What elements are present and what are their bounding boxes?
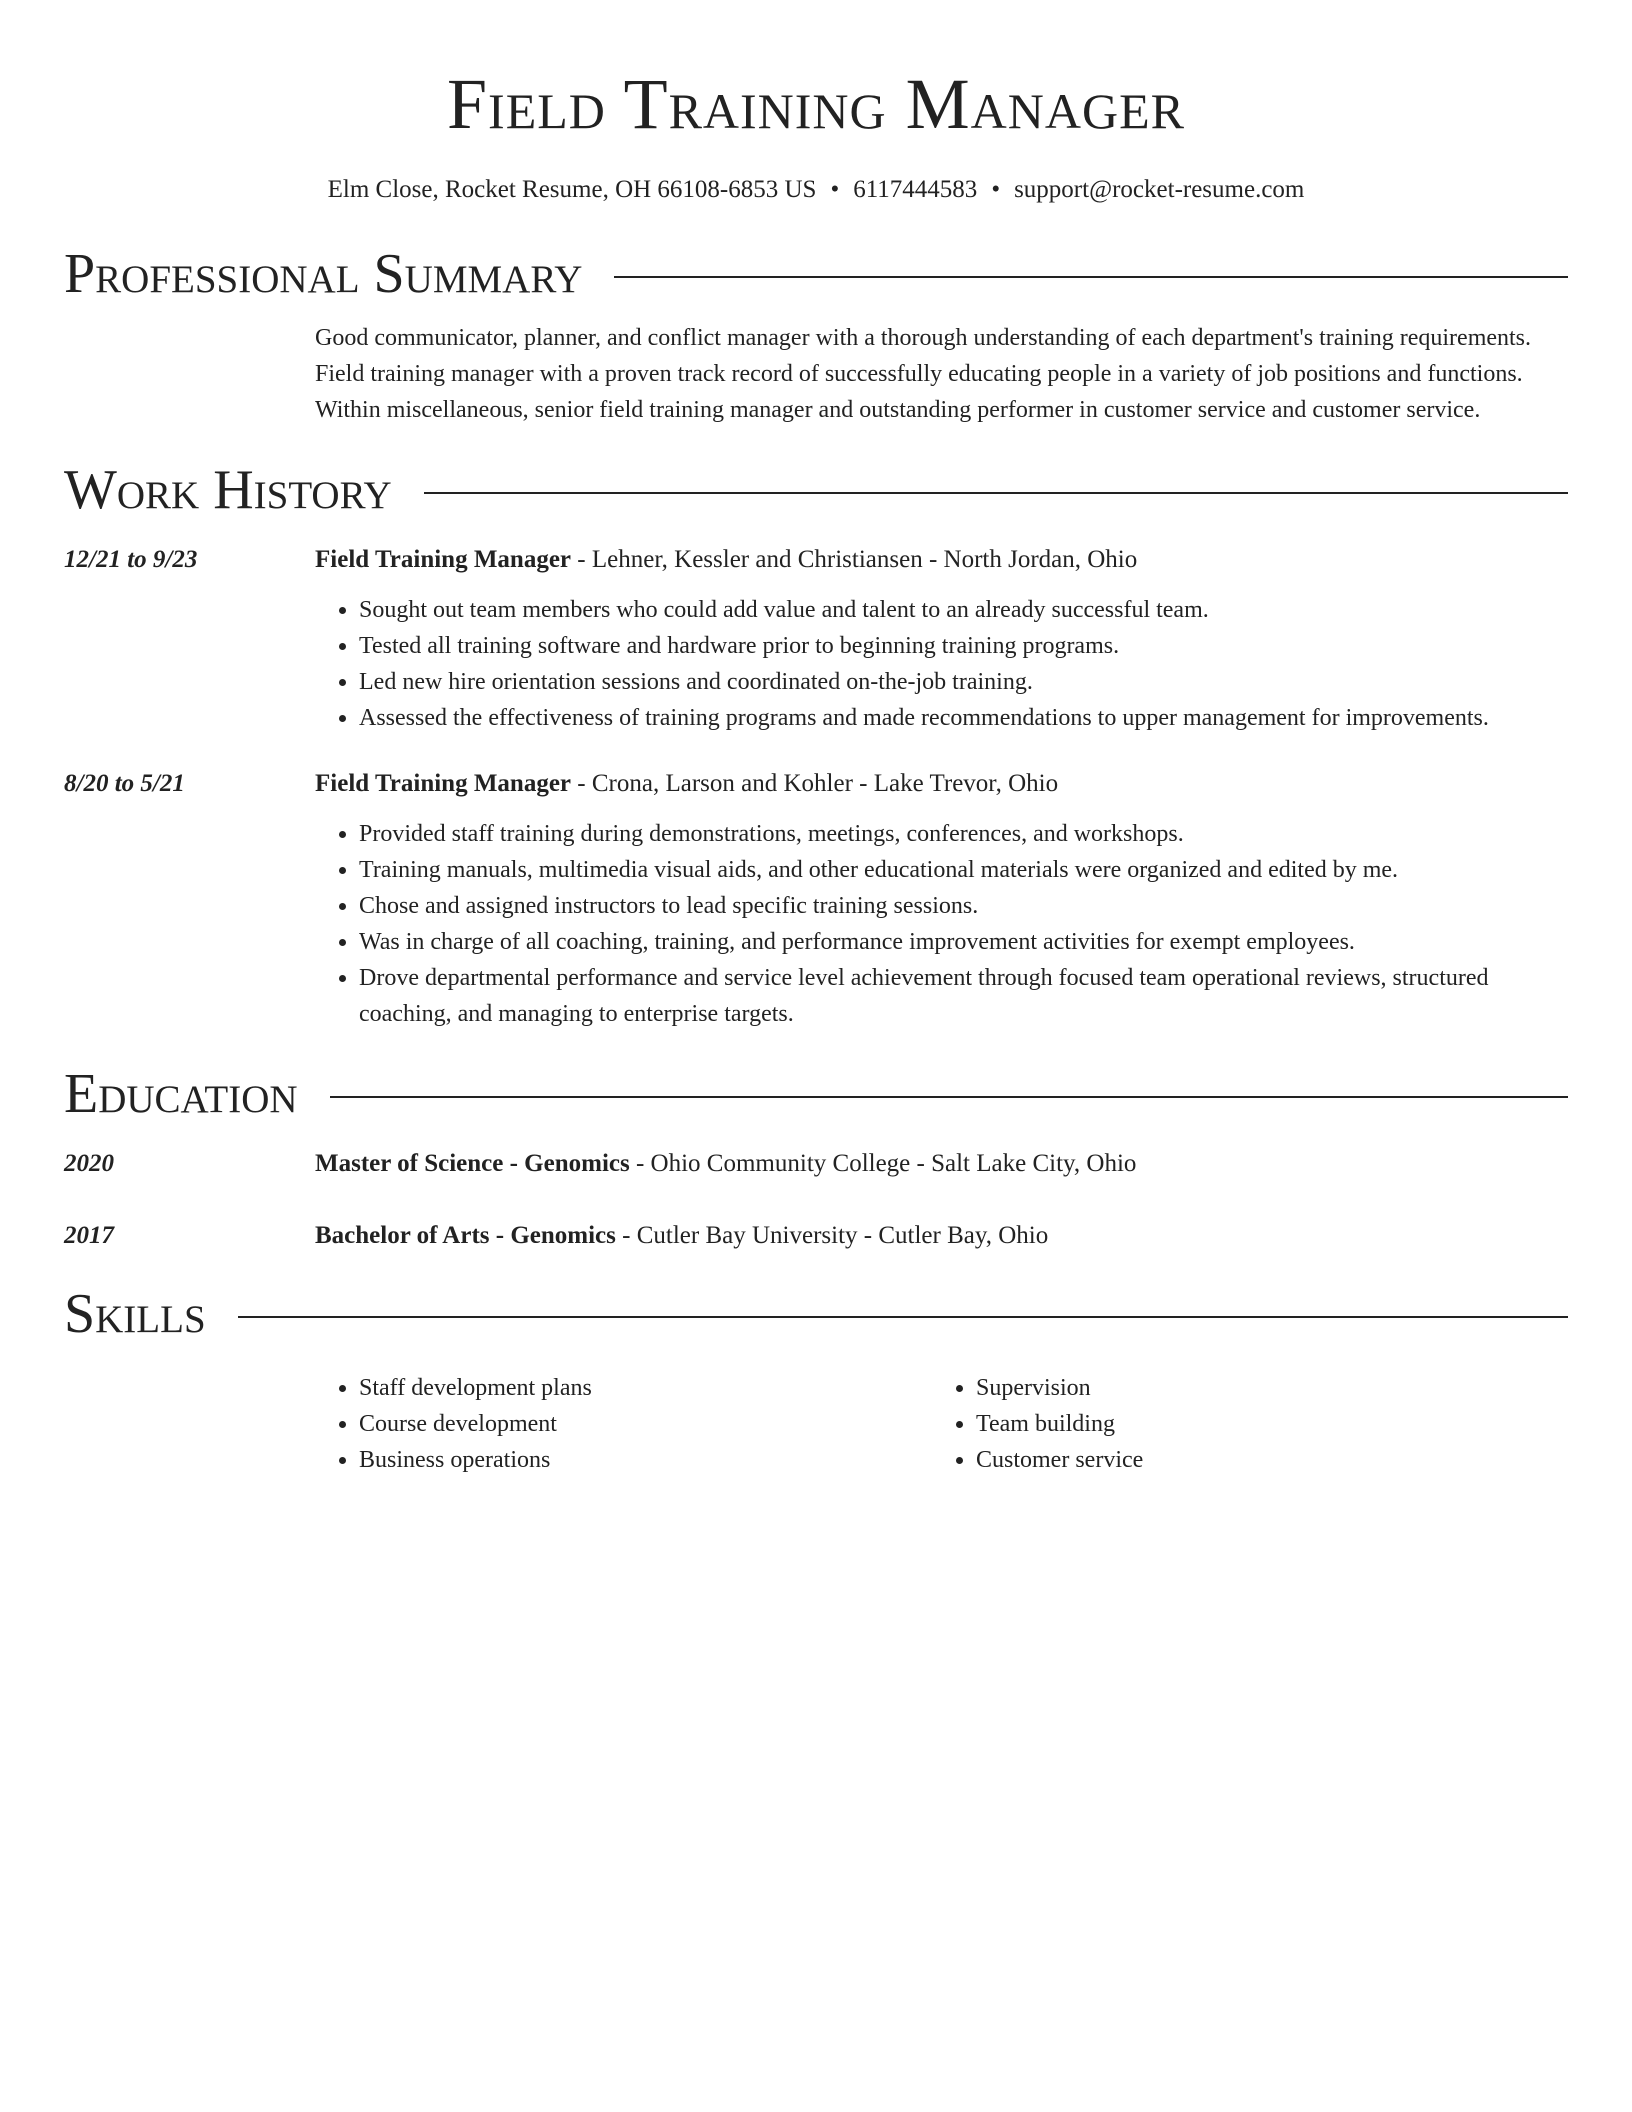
job-bullet: • Provided staff training during demonstrations, meetings, conferences, and workshops. <box>359 816 1568 852</box>
skills-heading: Skills <box>64 1283 206 1345</box>
job-bullet: • Chose and assigned instructors to lead specific training sessions. <box>359 888 1568 924</box>
education-entry <box>64 1148 1568 1180</box>
job-bullet: • Was in charge of all coaching, training, and performance improvement activities for exempt employees. <box>359 924 1568 960</box>
job-title-line <box>315 768 1568 800</box>
job-dates: 8/20 to 5/21 <box>64 770 185 797</box>
section-divider <box>330 1096 1568 1098</box>
job-bullet: • Assessed the effectiveness of training programs and made recommendations to upper management for improvements. <box>359 700 1568 736</box>
job-bullets <box>315 816 1568 1032</box>
contact-phone: 6117444583 <box>853 176 978 203</box>
contact-email: support@rocket-resume.com <box>1014 176 1305 203</box>
skill-item: • Supervision <box>976 1370 1549 1406</box>
section-divider <box>614 276 1568 278</box>
skill-item: • Business operations <box>359 1442 932 1478</box>
education-year: 2020 <box>64 1150 114 1177</box>
skills-row <box>64 1370 1568 1478</box>
work-heading: Work History <box>64 459 392 521</box>
skills-spacer <box>64 1370 315 1478</box>
job-bullet: • Training manuals, multimedia visual aids, and other educational materials were organized and edited by me. <box>359 852 1568 888</box>
education-school: - Ohio Community College - Salt Lake City, Ohio <box>629 1150 1137 1177</box>
job-bullet: • Sought out team members who could add value and talent to an already successful team. <box>359 592 1568 628</box>
summary-spacer <box>64 320 315 428</box>
summary-section-header <box>64 242 1568 306</box>
skill-item: • Customer service <box>976 1442 1549 1478</box>
skill-item: • Team building <box>976 1406 1549 1442</box>
skill-item: • Course development <box>359 1406 932 1442</box>
job-title-line <box>315 544 1568 576</box>
job-dates: 12/21 to 9/23 <box>64 546 198 573</box>
education-entry <box>64 1220 1568 1252</box>
education-content <box>315 1148 1568 1180</box>
contact-separator: • <box>830 176 840 203</box>
contact-line <box>64 174 1568 206</box>
candidate-name: Field Training Manager <box>447 64 1185 144</box>
job-bullet: • Tested all training software and hardware prior to beginning training programs. <box>359 628 1568 664</box>
job-employer: - Lehner, Kessler and Christiansen - North Jordan, Ohio <box>571 546 1138 573</box>
job-entry <box>64 544 1568 736</box>
resume-page <box>64 0 1568 1478</box>
skills-section-header <box>64 1282 1568 1346</box>
education-degree: Master of Science - Genomics <box>315 1150 630 1177</box>
contact-address: Elm Close, Rocket Resume, OH 66108-6853 US <box>327 176 817 203</box>
section-divider <box>424 492 1568 494</box>
job-title: Field Training Manager <box>315 546 572 573</box>
education-degree: Bachelor of Arts - Genomics <box>315 1222 616 1249</box>
job-bullet: • Drove departmental performance and service level achievement through focused team operational reviews, structured coaching, and managing to enterprise targets. <box>359 960 1568 1032</box>
job-content <box>315 768 1568 1032</box>
section-divider <box>238 1316 1568 1318</box>
skills-column <box>315 1370 932 1478</box>
job-employer: - Crona, Larson and Kohler - Lake Trevor, Ohio <box>571 770 1059 797</box>
education-heading: Education <box>64 1063 298 1125</box>
job-entry <box>64 768 1568 1032</box>
skill-item: • Staff development plans <box>359 1370 932 1406</box>
job-content <box>315 544 1568 736</box>
work-section-header <box>64 458 1568 522</box>
skills-column <box>932 1370 1549 1478</box>
summary-heading: Professional Summary <box>64 243 583 305</box>
job-title: Field Training Manager <box>315 770 572 797</box>
job-bullets <box>315 592 1568 736</box>
education-year: 2017 <box>64 1222 114 1249</box>
summary-text: Good communicator, planner, and conflict manager with a thorough understanding of each department's training requirements. Field training manager with a proven track record of successfully educating people in a variety of job positions and functions. Within miscellaneous, senior field training manager and outstanding performer in customer service and customer service. <box>315 325 1532 423</box>
education-school: - Cutler Bay University - Cutler Bay, Ohio <box>615 1222 1049 1249</box>
job-bullet: • Led new hire orientation sessions and coordinated on-the-job training. <box>359 664 1568 700</box>
skills-grid <box>315 1370 1568 1478</box>
summary-row <box>64 320 1568 428</box>
education-section-header <box>64 1062 1568 1126</box>
contact-separator: • <box>991 176 1001 203</box>
education-content <box>315 1220 1568 1252</box>
